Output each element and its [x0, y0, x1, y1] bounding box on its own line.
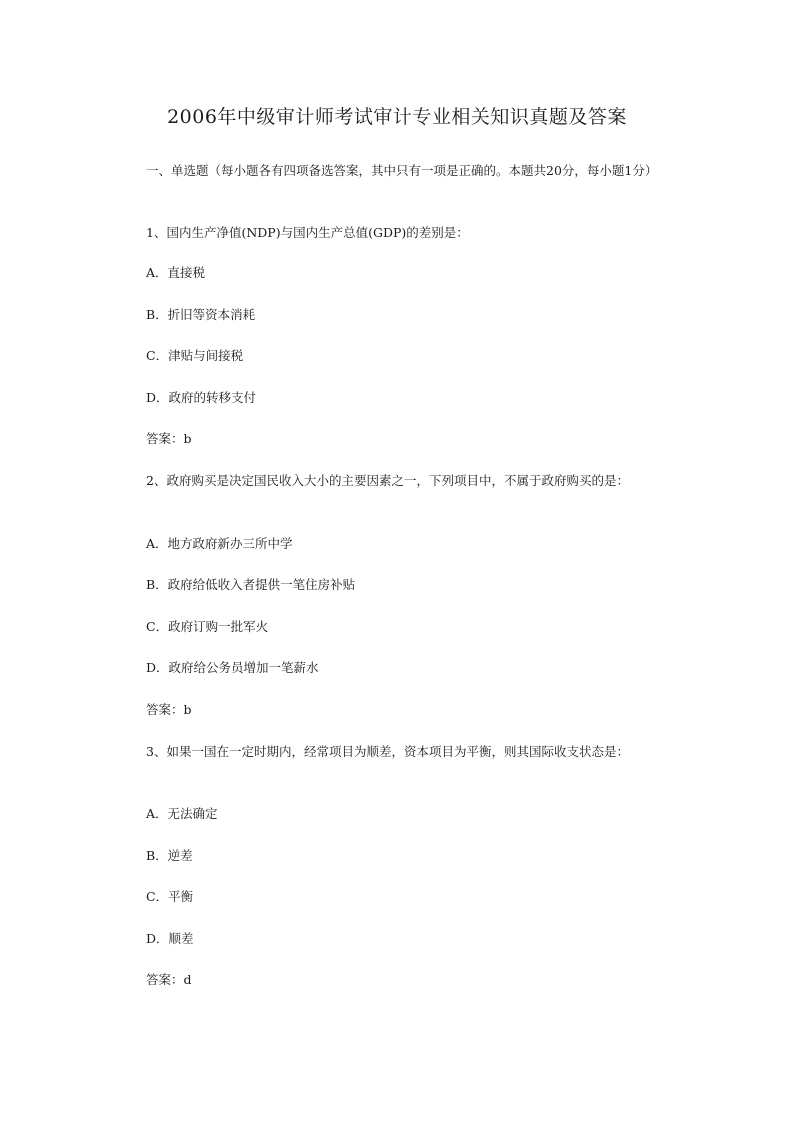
- question-2-option-a: A．地方政府新办三所中学: [146, 536, 293, 551]
- question-3-option-b: B．逆差: [146, 848, 193, 863]
- question-3-option-c: C．平衡: [146, 889, 194, 904]
- question-3-stem: 3、如果一国在一定时期内，经常项目为顺差，资本项目为平衡，则其国际收支状态是：: [146, 744, 629, 759]
- question-2-stem: 2、政府购买是决定国民收入大小的主要因素之一，下列项目中，不属于政府购买的是：: [146, 473, 629, 488]
- question-2-option-c: C．政府订购一批军火: [146, 619, 269, 634]
- question-2-option-d: D．政府给公务员增加一笔薪水: [146, 660, 319, 675]
- question-1-option-a: A．直接税: [146, 265, 206, 280]
- question-1-option-d: D．政府的转移支付: [146, 390, 257, 405]
- question-3-option-a: A．无法确定: [146, 806, 218, 821]
- question-2-option-b: B．政府给低收入者提供一笔住房补贴: [146, 577, 356, 592]
- question-2-answer: 答案：b: [146, 702, 192, 717]
- question-1-answer: 答案：b: [146, 431, 192, 446]
- question-3-answer: 答案：d: [146, 972, 192, 987]
- document-title: 2006年中级审计师考试审计专业相关知识真题及答案: [167, 106, 627, 128]
- question-1-option-c: C．津贴与间接税: [146, 348, 244, 363]
- question-1-stem: 1、国内生产净值(NDP)与国内生产总值(GDP)的差别是：: [146, 225, 469, 240]
- section-intro: 一、单选题（每小题各有四项备选答案，其中只有一项是正确的。本题共20分，每小题1分）: [146, 163, 658, 178]
- question-3-option-d: D．顺差: [146, 931, 194, 946]
- question-1-option-b: B．折旧等资本消耗: [146, 307, 256, 322]
